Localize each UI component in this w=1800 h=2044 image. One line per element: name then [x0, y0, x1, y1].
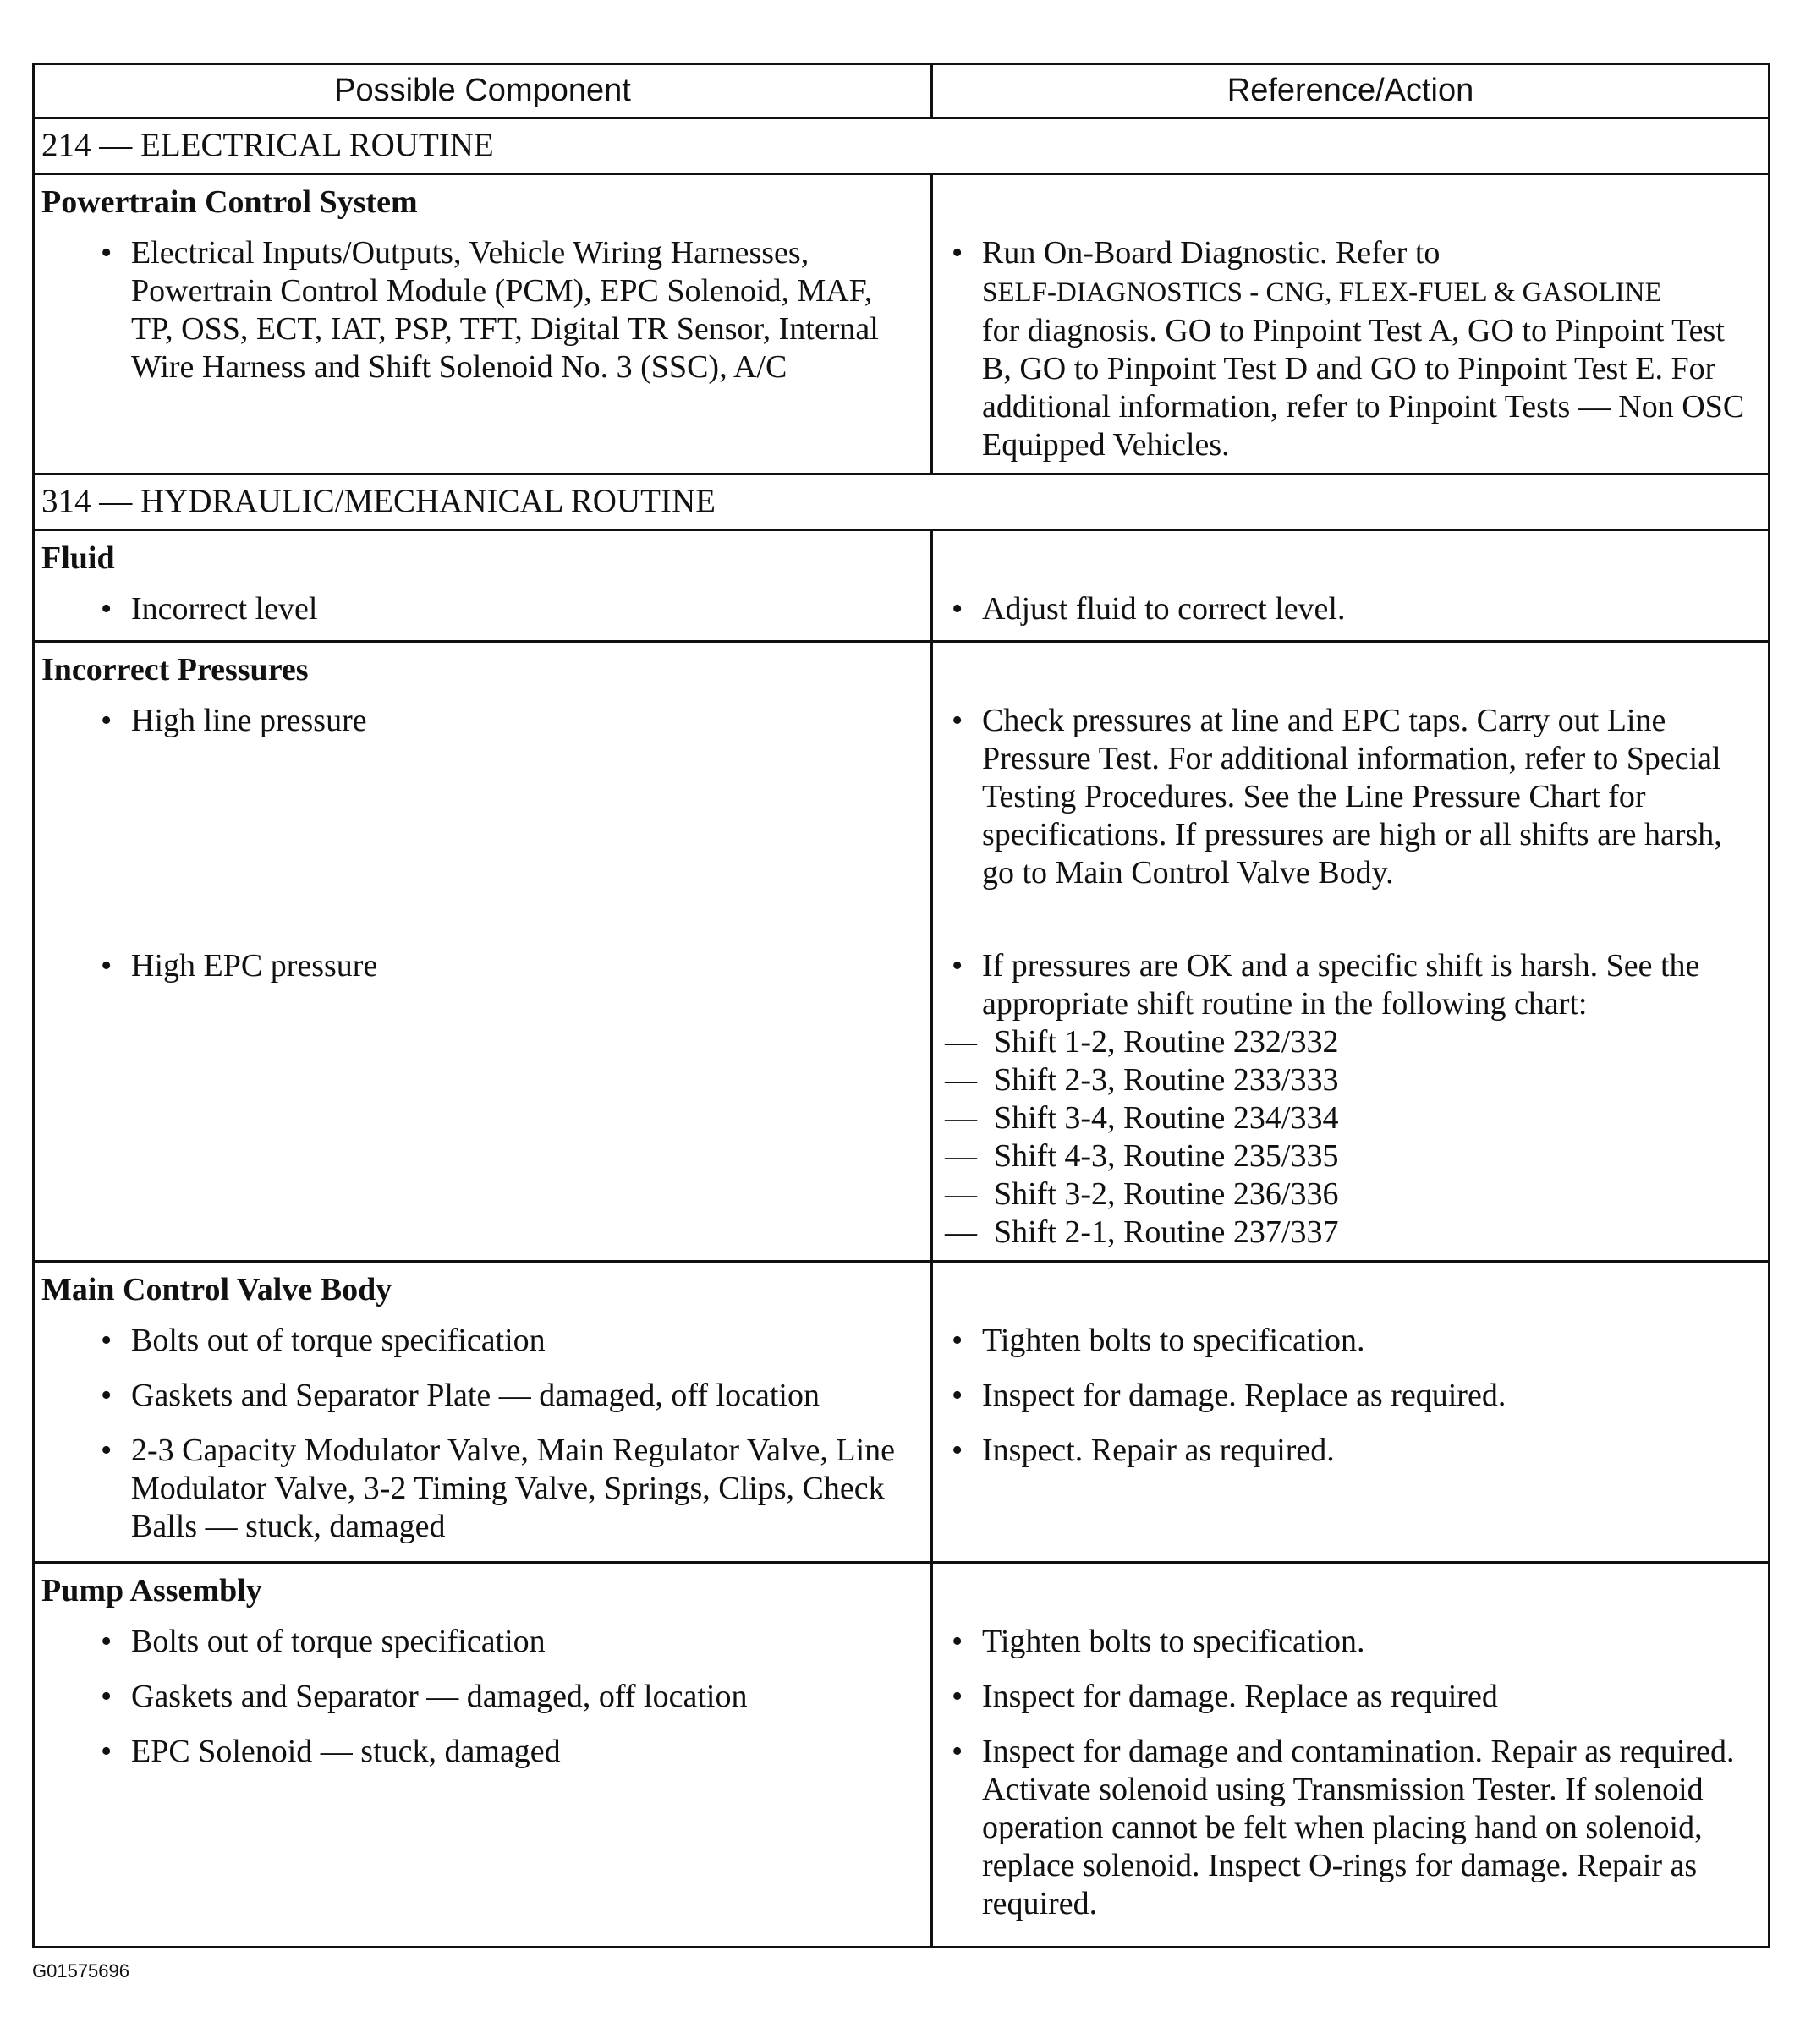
- action-cell: [932, 530, 1770, 642]
- list-item: • Inspect for damage. Replace as required: [945, 1678, 1758, 1716]
- section-row: [34, 118, 1770, 174]
- action-text: for diagnosis. GO to Pinpoint Test A, GO to Pinpoint Test B, GO to Pinpoint Test D and GO to Pinpoint Test E. For additional information, refer to Pinpoint Tests — Non OSC Equipped Vehicles.: [982, 313, 1745, 463]
- action-cell: [932, 1563, 1770, 1948]
- list-item: • Inspect for damage. Replace as required.: [945, 1377, 1758, 1415]
- component-cell: [34, 1262, 932, 1563]
- action-cell: [932, 1262, 1770, 1563]
- component-cell: [34, 174, 932, 474]
- component-list: [41, 234, 920, 386]
- table-row: [34, 1262, 1770, 1563]
- group-title: Powertrain Control System: [41, 184, 418, 220]
- list-item: • Gaskets and Separator Plate — damaged, off location: [94, 1377, 920, 1415]
- list-item: • High EPC pressure: [94, 947, 920, 985]
- list-item: — Shift 3-2, Routine 236/336: [945, 1175, 1758, 1214]
- reference-link-text: SELF-DIAGNOSTICS - CNG, FLEX-FUEL & GASOLINE: [982, 277, 1662, 308]
- action-list: [945, 234, 1758, 464]
- shift-routine-list: [945, 1023, 1758, 1252]
- list-item: — Shift 2-3, Routine 233/333: [945, 1061, 1758, 1099]
- list-item: • Check pressures at line and EPC taps. Carry out Line Pressure Test. For additional information, refer to Special Testing Procedures. See the Line Pressure Chart for specifications. If pressures are high or all shifts are harsh, go to Main Control Valve Body.: [945, 702, 1758, 947]
- group-title: Incorrect Pressures: [41, 652, 309, 688]
- list-item: • Tighten bolts to specification.: [945, 1623, 1758, 1661]
- list-item: • Tighten bolts to specification.: [945, 1322, 1758, 1360]
- list-item: • Gaskets and Separator — damaged, off location: [94, 1678, 920, 1716]
- table-row: [34, 642, 1770, 1262]
- list-item: — Shift 1-2, Routine 232/332: [945, 1023, 1758, 1061]
- action-cell: [932, 642, 1770, 1262]
- header-reference-action: Reference/Action: [932, 64, 1770, 118]
- list-item: — Shift 3-4, Routine 234/334: [945, 1099, 1758, 1137]
- list-item: • If pressures are OK and a specific shift is harsh. See the appropriate shift routine in the following chart:: [945, 947, 1758, 1023]
- section-row: [34, 474, 1770, 530]
- header-row: [34, 64, 1770, 118]
- section-title: 214 — ELECTRICAL ROUTINE: [34, 118, 1770, 174]
- list-item: • Bolts out of torque specification: [94, 1322, 920, 1360]
- list-item: — Shift 4-3, Routine 235/335: [945, 1137, 1758, 1175]
- group-title: Pump Assembly: [41, 1573, 262, 1608]
- table-row: [34, 530, 1770, 642]
- figure-code: G01575696: [32, 1960, 129, 1981]
- list-item: • Incorrect level: [94, 590, 920, 628]
- list-item: • Inspect. Repair as required.: [945, 1432, 1758, 1470]
- diagnostic-table: [32, 63, 1770, 1948]
- list-item: • EPC Solenoid — stuck, damaged: [94, 1733, 920, 1771]
- table-row: [34, 174, 1770, 474]
- list-item: • Adjust fluid to correct level.: [945, 590, 1758, 628]
- list-item: • Inspect for damage and contamination. Repair as required. Activate solenoid using Transmission Tester. If solenoid operation cannot be felt when placing hand on solenoid, replace solenoid. Inspect O-rings for damage. Repair as required.: [945, 1733, 1758, 1923]
- list-item: • Electrical Inputs/Outputs, Vehicle Wiring Harnesses, Powertrain Control Module (PCM), EPC Solenoid, MAF, TP, OSS, ECT, IAT, PSP, TFT, Digital TR Sensor, Internal Wire Harness and Shift Solenoid No. 3 (SSC), A/C: [94, 234, 920, 386]
- list-item: • Bolts out of torque specification: [94, 1623, 920, 1661]
- group-title: Fluid: [41, 540, 115, 576]
- group-title: Main Control Valve Body: [41, 1272, 392, 1307]
- list-item: — Shift 2-1, Routine 237/337: [945, 1214, 1758, 1252]
- table-row: [34, 1563, 1770, 1948]
- list-item: [945, 234, 1758, 464]
- component-cell: [34, 642, 932, 1262]
- component-cell: [34, 530, 932, 642]
- header-possible-component: Possible Component: [34, 64, 932, 118]
- component-cell: [34, 1563, 932, 1948]
- action-cell: [932, 174, 1770, 474]
- action-text: Run On-Board Diagnostic. Refer to: [982, 235, 1441, 271]
- list-item: • 2-3 Capacity Modulator Valve, Main Regulator Valve, Line Modulator Valve, 3-2 Timing Valve, Springs, Clips, Check Balls — stuck, damaged: [94, 1432, 920, 1546]
- list-item: • High line pressure: [94, 702, 920, 947]
- section-title: 314 — HYDRAULIC/MECHANICAL ROUTINE: [34, 474, 1770, 530]
